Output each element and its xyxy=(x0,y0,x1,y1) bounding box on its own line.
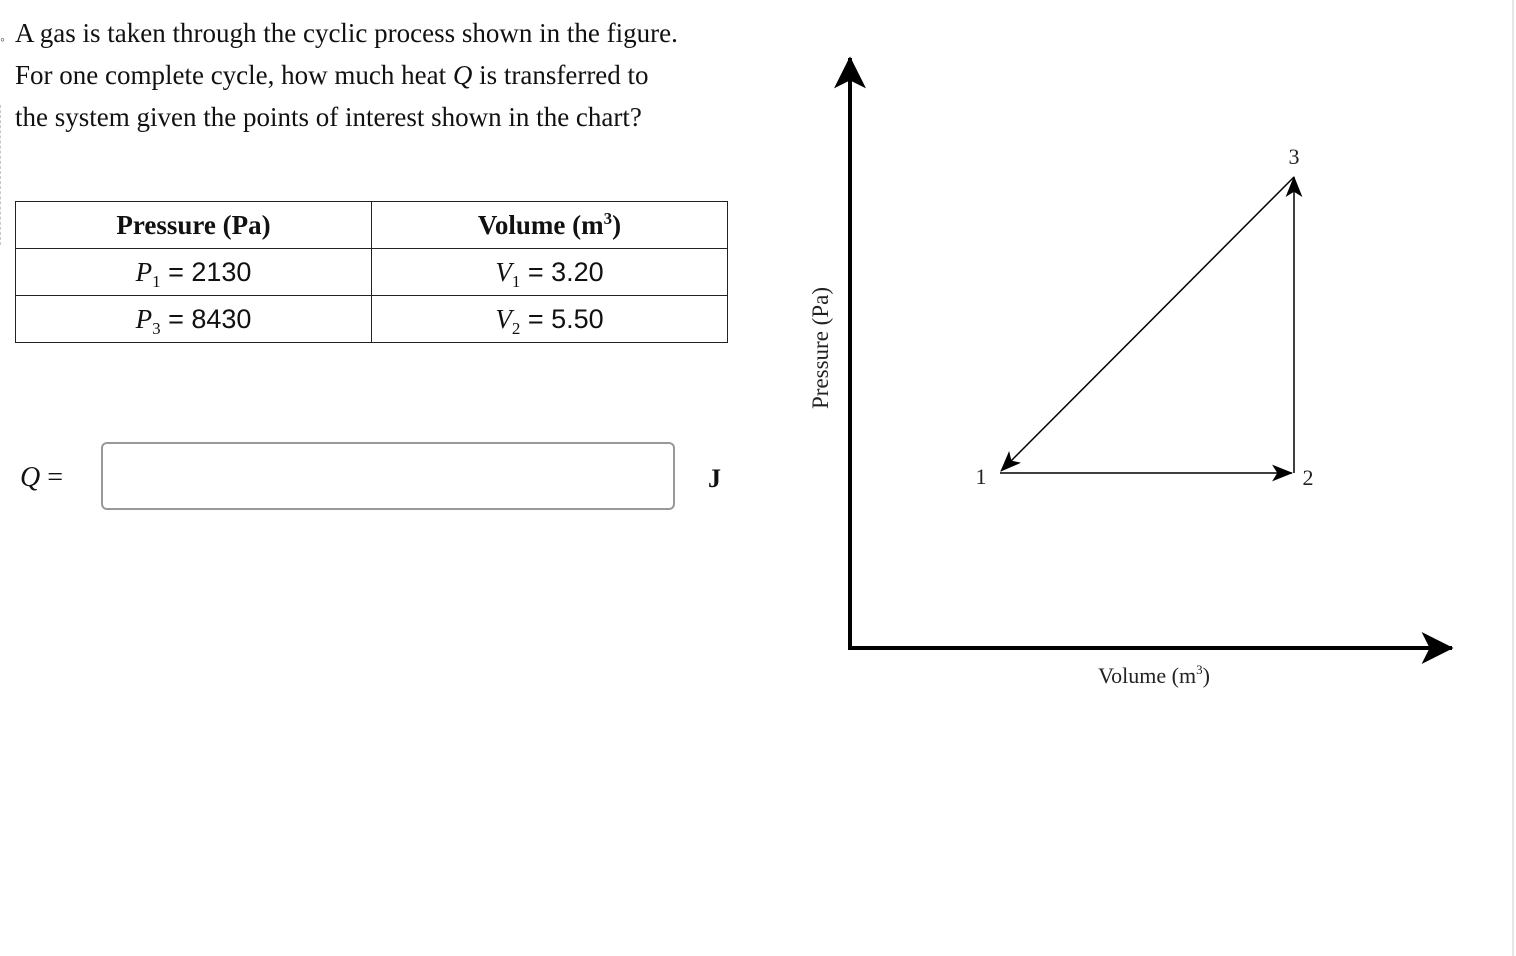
question-line-1: A gas is taken through the cyclic process shown in the figure. xyxy=(15,18,678,48)
pressure-value: = 2130 xyxy=(160,256,252,287)
question-line-2 xyxy=(15,54,775,96)
question-line-2-pre: For one complete cycle, how much heat xyxy=(15,60,453,90)
bullet-marker: ◦ xyxy=(0,33,5,48)
answer-label xyxy=(20,462,63,494)
process-3-to-1 xyxy=(1001,177,1294,471)
pressure-subscript: 1 xyxy=(152,271,161,291)
right-edge-divider xyxy=(1512,0,1514,956)
table-row xyxy=(16,249,728,296)
point-label-3: 3 xyxy=(1288,144,1300,169)
volume-value: = 3.20 xyxy=(520,256,604,287)
question-text xyxy=(15,12,775,138)
volume-subscript: 2 xyxy=(511,318,521,338)
x-axis-label xyxy=(1098,662,1210,688)
pressure-value: = 8430 xyxy=(160,303,252,334)
pressure-symbol: P xyxy=(135,256,153,287)
question-line-3: the system given the points of interest shown in the chart? xyxy=(15,102,642,132)
question-line-2-post: is transferred to xyxy=(472,60,649,90)
volume-cell xyxy=(372,296,728,343)
volume-header xyxy=(372,202,728,249)
pressure-subscript: 3 xyxy=(152,318,161,338)
heat-answer-input[interactable] xyxy=(101,442,675,510)
pv-diagram xyxy=(790,40,1470,700)
volume-header-base: Volume (m xyxy=(477,209,604,240)
x-axis-label-sup: 3 xyxy=(1196,662,1203,677)
volume-header-sup: 3 xyxy=(603,208,613,228)
pressure-cell xyxy=(16,249,372,296)
volume-subscript: 1 xyxy=(511,271,521,291)
data-table xyxy=(15,201,728,343)
point-label-2: 2 xyxy=(1302,465,1314,490)
volume-header-close: ) xyxy=(612,209,622,240)
y-axis-label: Pressure (Pa) xyxy=(808,287,833,409)
volume-value: = 5.50 xyxy=(520,303,604,334)
pressure-cell xyxy=(16,296,372,343)
answer-unit: J xyxy=(708,464,721,493)
x-axis-label-base: Volume (m xyxy=(1098,663,1197,688)
pressure-header: Pressure (Pa) xyxy=(16,202,372,249)
volume-cell xyxy=(372,249,728,296)
pressure-symbol: P xyxy=(135,303,153,334)
answer-label-eq: = xyxy=(40,462,64,493)
x-axis-label-close: ) xyxy=(1202,663,1210,688)
table-header-row xyxy=(16,202,728,249)
point-label-1: 1 xyxy=(975,464,987,489)
left-edge-marks xyxy=(0,105,3,245)
table-row xyxy=(16,296,728,343)
answer-label-var: Q xyxy=(20,462,41,493)
volume-symbol: V xyxy=(495,256,512,287)
heat-variable: Q xyxy=(452,60,473,90)
volume-symbol: V xyxy=(495,303,512,334)
